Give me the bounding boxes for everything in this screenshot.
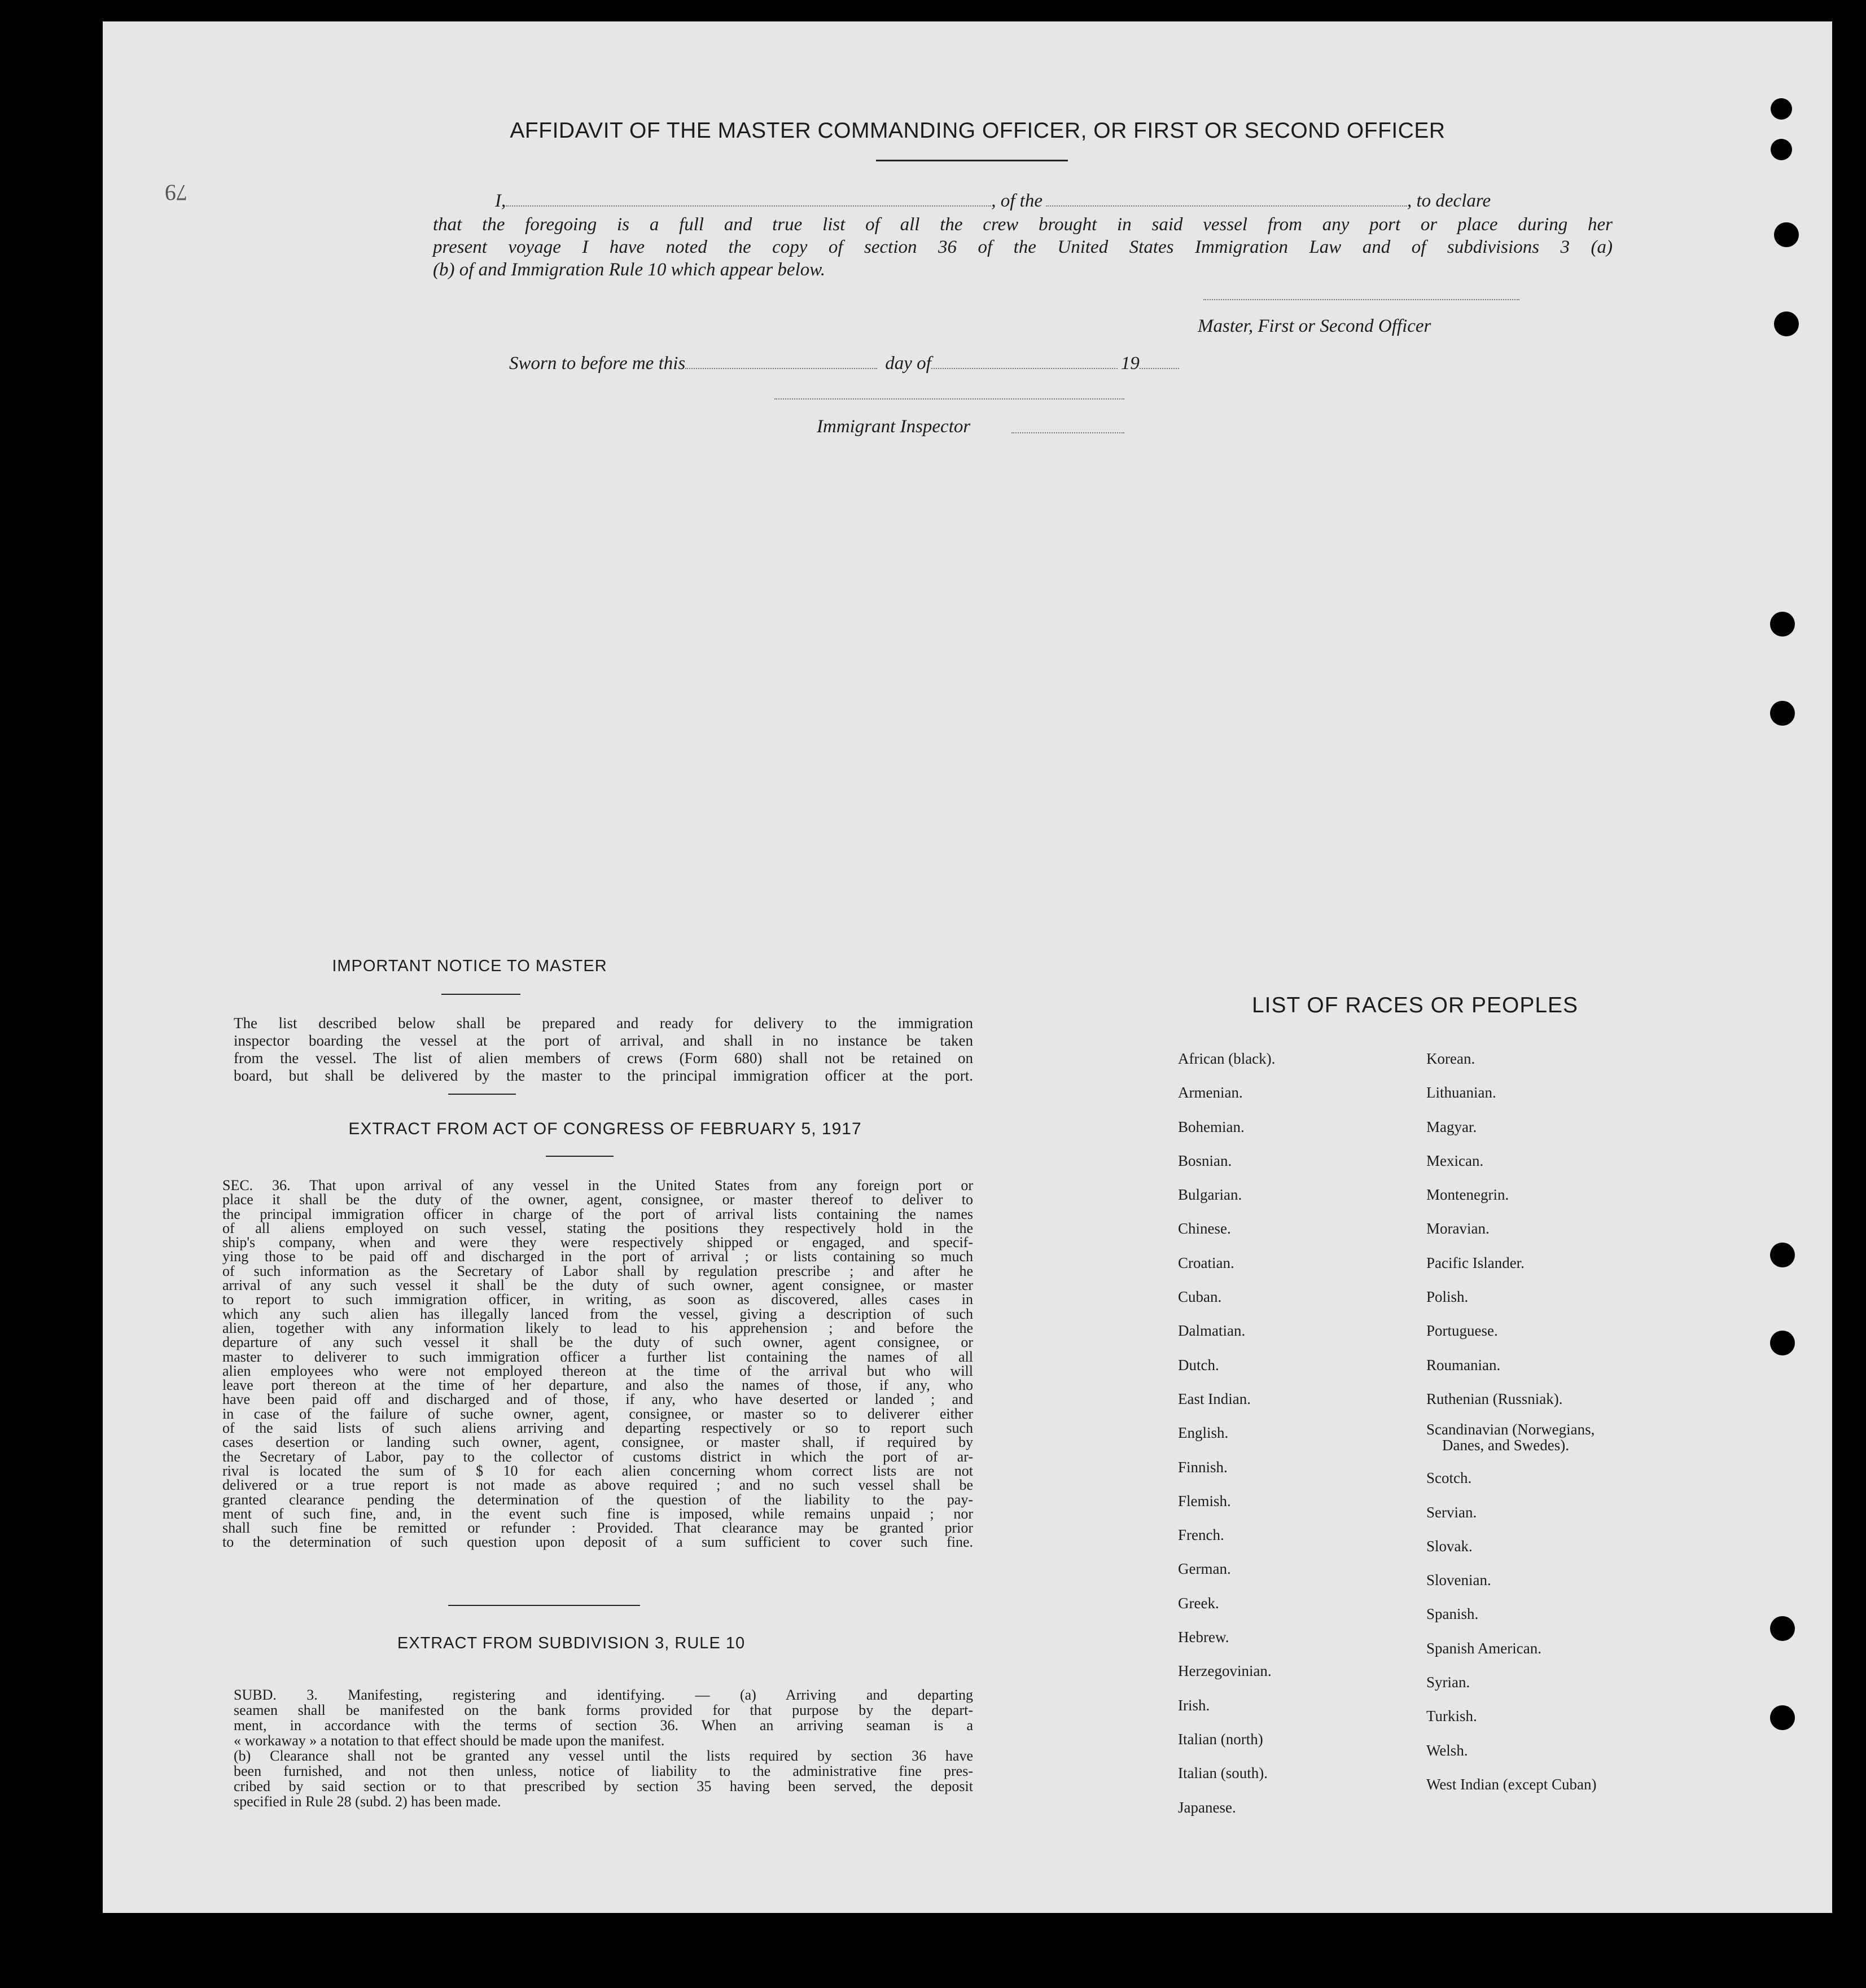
sworn-month-field[interactable] (931, 368, 1118, 369)
race-item: Spanish. (1426, 1605, 1479, 1623)
race-item-line: Danes, and Swedes). (1442, 1437, 1569, 1454)
affidavit-line-1 (433, 191, 1613, 212)
act-text-line: leave port thereon at the time of her departure, and also the names of those, if any, who (222, 1377, 973, 1394)
race-item: East Indian. (1178, 1390, 1251, 1407)
name-field[interactable] (506, 205, 991, 207)
race-item (1426, 1416, 1742, 1461)
race-item: German. (1178, 1560, 1231, 1578)
race-item: Armenian. (1178, 1084, 1243, 1101)
affidavit-of-the: , of the (991, 191, 1042, 211)
act-text-line: alien, together with any information likely to lead to his apprehension ; and before the (222, 1319, 973, 1336)
races-left-column (1178, 1042, 1415, 1824)
act-text-line: ying those to be paid off and discharged in the port of arrival ; or lists containing so much (222, 1248, 973, 1265)
race-item: Ruthenian (Russniak). (1426, 1390, 1563, 1407)
race-item: Syrian. (1426, 1674, 1470, 1691)
act-text-line: shall such fine be remitted or refunder : Provided. That clearance may be granted prior (222, 1520, 973, 1537)
act-text-line: cases desertion or landing such owner, agent, consignee, or master shall, if required by (222, 1434, 973, 1451)
act-text-line: ment of such fine, and, in the event such fine is imposed, while remains unpaid ; nor (222, 1505, 973, 1522)
inspector-field[interactable] (1011, 432, 1124, 433)
act-text-line: master to deliverer to such immigration officer a further list containing the names of all (222, 1348, 973, 1365)
race-item: Bohemian. (1178, 1118, 1245, 1135)
rule-title: EXTRACT FROM SUBDIVISION 3, RULE 10 (397, 1634, 746, 1652)
act-text-line: to the determination of such question upon deposit of a sum sufficient to cover such fine. (222, 1534, 973, 1551)
race-item: Moravian. (1426, 1220, 1490, 1237)
races-title: LIST OF RACES OR PEOPLES (1251, 993, 1579, 1017)
race-item: Croatian. (1178, 1254, 1234, 1271)
sworn-day-of: day of (885, 353, 931, 374)
race-item: Hebrew. (1178, 1629, 1229, 1646)
rule-text-line: « workaway » a notation to that effect should be made upon the manifest. (234, 1732, 665, 1749)
race-item: Servian. (1426, 1503, 1477, 1521)
act-text-line: of the said lists of such aliens arriving and departing respectively or so to report such (222, 1420, 973, 1437)
race-item: Japanese. (1178, 1798, 1236, 1816)
race-item: French. (1178, 1526, 1224, 1544)
affidavit-title: AFFIDAVIT OF THE MASTER COMMANDING OFFICER, OR FIRST OR SECOND OFFICER (510, 119, 1446, 143)
vessel-field[interactable] (1046, 205, 1407, 207)
act-text-line: arrival of any such vessel it shall be the duty of such owner, agent consignee, or master (222, 1277, 973, 1294)
punch-hole (1770, 1331, 1795, 1355)
notice-title: IMPORTANT NOTICE TO MASTER (332, 957, 607, 975)
sworn-day-field[interactable] (685, 368, 877, 369)
punch-hole (1770, 1243, 1795, 1267)
affidavit-text-line: (b) of and Immigration Rule 10 which appear below. (433, 260, 826, 280)
act-text-line: SEC. 36. That upon arrival of any vessel in the United States from any foreign port or (222, 1177, 973, 1193)
affidavit-to-declare: , to declare (1407, 191, 1491, 211)
race-item: Spanish American. (1426, 1639, 1541, 1657)
affidavit-body (433, 213, 1613, 281)
act-text-line: which any such alien has illegally lanced from the vessel, giving a description of such (222, 1305, 973, 1322)
race-item: Magyar. (1426, 1118, 1477, 1135)
punch-hole (1770, 701, 1795, 726)
race-item: West Indian (except Cuban) (1426, 1775, 1597, 1793)
race-item: English. (1178, 1424, 1229, 1442)
punch-hole (1771, 98, 1792, 120)
race-item: Bosnian. (1178, 1152, 1232, 1169)
sworn-year: 19 (1120, 353, 1140, 374)
affidavit-i: I, (495, 191, 506, 211)
notice-rule (448, 1094, 516, 1095)
race-item: Bulgarian. (1178, 1186, 1242, 1204)
race-item: Slovak. (1426, 1537, 1473, 1555)
act-text-line: departure of any such vessel it shall be the duty of such owner, agent consignee, or (222, 1334, 973, 1351)
act-text-line: ship's company, when and were they were respectively shipped or engaged, and specif- (222, 1234, 973, 1251)
act-text-line: of all aliens employed on such vessel, stating the positions they respectively hold in the (222, 1219, 973, 1236)
act-title-rule (546, 1156, 614, 1157)
notice-title-rule (441, 994, 520, 995)
race-item: African (black). (1178, 1050, 1276, 1067)
sworn-prefix: Sworn to before me this (509, 353, 686, 374)
race-item: Flemish. (1178, 1492, 1231, 1509)
punch-hole (1770, 612, 1795, 637)
race-item: Turkish. (1426, 1708, 1477, 1725)
rule-text-line: cribed by said section or to that prescribed by section 35 having been served, the deposit (234, 1778, 973, 1794)
rule-text-line: specified in Rule 28 (subd. 2) has been made. (234, 1793, 501, 1810)
rule-text-line: ment, in accordance with the terms of section 36. When an arriving seaman is a (234, 1717, 973, 1734)
affidavit-text-line: that the foregoing is a full and true list of all the crew brought in said vessel from any port or place during her (433, 214, 1613, 235)
rule-text-line: (b) Clearance shall not be granted any vessel until the lists required by section 36 have (234, 1748, 973, 1764)
race-item: Italian (north) (1178, 1730, 1263, 1748)
race-item: Chinese. (1178, 1220, 1231, 1237)
race-item: Greek. (1178, 1594, 1219, 1612)
act-text-line: of such information as the Secretary of Labor shall by regulation prescribe ; and after he (222, 1262, 973, 1279)
sworn-line (509, 353, 1356, 374)
race-item: Mexican. (1426, 1152, 1484, 1169)
signature-caption: Master, First or Second Officer (1198, 316, 1431, 336)
punch-hole (1771, 139, 1792, 160)
race-item: Slovenian. (1426, 1572, 1491, 1589)
race-item: Korean. (1426, 1050, 1475, 1067)
document-page (103, 21, 1832, 1913)
margin-number: 79 (165, 180, 187, 205)
act-title: EXTRACT FROM ACT OF CONGRESS OF FEBRUARY 5, 1917 (348, 1120, 862, 1138)
race-item: Scotch. (1426, 1469, 1472, 1487)
punch-hole (1770, 1705, 1795, 1730)
act-text-line: have been paid off and discharged and of those, if any, who have deserted or landed ; and (222, 1391, 973, 1408)
race-item-line: Scandinavian (Norwegians, (1426, 1421, 1595, 1438)
notice-text-line: The list described below shall be prepared and ready for delivery to the immigration (234, 1015, 973, 1032)
punch-hole (1774, 311, 1799, 336)
race-item: Cuban. (1178, 1288, 1222, 1306)
race-item: Dalmatian. (1178, 1322, 1246, 1340)
inspector-caption: Immigrant Inspector (817, 416, 971, 437)
race-item: Irish. (1178, 1696, 1210, 1714)
race-item: Polish. (1426, 1288, 1469, 1306)
rule-body (234, 1687, 973, 1809)
act-text-line: place it shall be the duty of the owner, agent, consignee, or master thereof to deliver to (222, 1191, 973, 1208)
race-item: Dutch. (1178, 1356, 1219, 1373)
punch-hole (1770, 1616, 1795, 1641)
act-text-line: to report to such immigration officer, in writing, as soon as discovered, alles cases in (222, 1291, 973, 1308)
act-text-line: in case of the failure of suche owner, agent, consignee, or master so to deliverer either (222, 1405, 973, 1422)
rule-text-line: seamen shall be manifested on the bank forms provided for that purpose by the depart- (234, 1702, 973, 1718)
sworn-year-field[interactable] (1140, 368, 1179, 369)
act-text-line: the principal immigration officer in charge of the port of arrival lists containing the names (222, 1205, 973, 1222)
rule-text-line: been furnished, and not then unless, notice of liability to the administrative fine pres- (234, 1763, 973, 1779)
act-body (222, 1178, 973, 1550)
act-text-line: the Secretary of Labor, pay to the collector of customs district in which the port of ar- (222, 1448, 973, 1465)
race-item: Welsh. (1426, 1741, 1468, 1759)
races-right-column (1426, 1042, 1742, 1801)
race-item: Pacific Islander. (1426, 1254, 1525, 1271)
punch-hole (1774, 222, 1799, 247)
race-item: Montenegrin. (1426, 1186, 1509, 1204)
affidavit-title-rule (876, 160, 1068, 161)
race-item: Roumanian. (1426, 1356, 1501, 1373)
act-text-line: alien employees who were not employed thereon at the time of the arrival but who will (222, 1362, 973, 1379)
inspector-signature-line[interactable] (774, 398, 1124, 400)
notice-text-line: inspector boarding the vessel at the port of arrival, and shall in no instance be taken (234, 1032, 973, 1049)
notice-body (234, 1015, 973, 1085)
act-rule (448, 1605, 640, 1606)
race-item: Herzegovinian. (1178, 1662, 1272, 1680)
affidavit-text-line: present voyage I have noted the copy of section 36 of the United States Immigration Law and of subdivisions 3 (a) (433, 237, 1613, 257)
act-text-line: delivered or a true report is not made as above required ; and no such vessel shall be (222, 1477, 973, 1494)
rule-text-line: SUBD. 3. Manifesting, registering and identifying. — (a) Arriving and departing (234, 1687, 973, 1703)
race-item: Finnish. (1178, 1458, 1228, 1476)
race-item: Lithuanian. (1426, 1084, 1496, 1101)
race-item: Portuguese. (1426, 1322, 1498, 1340)
act-text-line: granted clearance pending the determination of the question of the liability to the pay- (222, 1491, 973, 1508)
act-text-line: rival is located the sum of $ 10 for each alien concerning whom correct lists are not (222, 1462, 973, 1479)
signature-line[interactable] (1203, 299, 1519, 300)
race-item: Italian (south). (1178, 1765, 1268, 1782)
notice-text-line: board, but shall be delivered by the master to the principal immigration officer at the port. (234, 1067, 973, 1084)
notice-text-line: from the vessel. The list of alien members of crews (Form 680) shall not be retained on (234, 1050, 973, 1067)
